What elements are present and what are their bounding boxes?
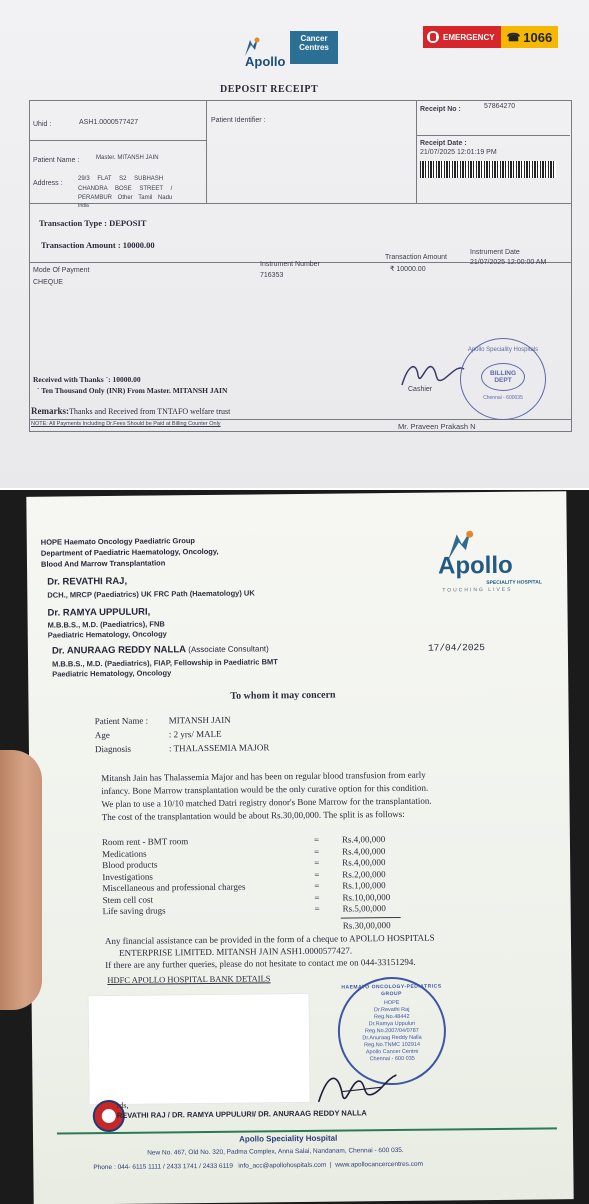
cancer-centres-badge: Cancer Centres (290, 31, 338, 64)
cashier-label: Cashier (408, 386, 433, 393)
stamp-line: Chennai - 600 035 (369, 1055, 415, 1063)
assistance-line-1: Any financial assistance can be provided in the form of a cheque to APOLLO HOSPITALS (104, 932, 435, 947)
cost-item: Investigations (102, 871, 153, 882)
stamp-line: HOPE (383, 999, 400, 1007)
diagnosis-label: Diagnosis (94, 743, 132, 755)
emergency-number: 1066 (523, 29, 553, 45)
bank-details-heading: HDFC APOLLO HOSPITAL BANK DETAILS (107, 973, 271, 986)
cost-item: Medications (101, 848, 147, 859)
uhid-value: ASH1.0000577427 (79, 119, 139, 126)
footer-contacts (93, 1161, 423, 1171)
cost-equals: = (314, 892, 320, 903)
diagnosis-value: : THALASSEMIA MAJOR (168, 742, 270, 754)
paragraph-line-4: The cost of the transplantation would be about Rs.30,00,000. The split is as follows: (101, 808, 405, 823)
cost-breakdown (102, 833, 433, 917)
cost-item: Stem cell cost (102, 894, 154, 905)
stamp-line: Reg.No.48442 (373, 1013, 410, 1021)
paragraph-line-2: infancy. Bone Marrow transplantation would be the only curative option for this condition. (101, 782, 429, 797)
phone-icon: ☎ (506, 31, 521, 44)
patient-name-label: Patient Name : (94, 715, 149, 727)
receipt-date-value: 21/07/2025 12:01:19 PM (420, 149, 497, 156)
doctor-3-specialty: Paediatric Hematology, Oncology (52, 668, 172, 679)
cost-amount: Rs.4,00,000 (341, 845, 386, 857)
receipt-date-label: Receipt Date : (420, 140, 467, 147)
stamp-line: Dr.Revathi Raj (373, 1006, 410, 1014)
ambulance-icon (427, 31, 439, 43)
footer-address: New No. 467, Old No. 320, Padma Complex, Anna Salai, Nandanam, Chennai - 600 035. (147, 1146, 404, 1157)
doctor-3-role: (Associate Consultant) (188, 644, 269, 655)
cost-amount: Rs.1,00,000 (342, 880, 386, 891)
cost-equals: = (313, 846, 320, 857)
speciality-hospital-text: SPECIALITY HOSPITAL (486, 579, 542, 587)
footer-separator: | (329, 1161, 332, 1169)
deposit-receipt-page (0, 0, 589, 488)
apollo-wordmark: Apollo (245, 54, 286, 69)
group-name: HOPE Haemato Oncology Paediatric Group (40, 536, 196, 547)
billing-stamp (460, 338, 546, 420)
transaction-type: Transaction Type : DEPOSIT (39, 218, 147, 228)
divider (29, 140, 206, 141)
doctor-1-qualifications: DCH., MRCP (Paediatrics) UK FRC Path (Haematology) UK (47, 588, 255, 600)
doctor-3-qualifications: M.B.B.S., M.D. (Paediatrics), FIAP, Fellowship in Paediatric BMT (52, 657, 278, 669)
doctor-2-specialty: Paediatric Hematology, Oncology (47, 629, 167, 640)
remarks-value: Thanks and Received from TNTAFO welfare trust (69, 407, 231, 416)
department-line-2: Blood And Marrow Transplantation (40, 558, 166, 569)
cost-row (103, 902, 433, 917)
divider (29, 419, 571, 420)
cost-amount: Rs.4,00,000 (342, 857, 386, 868)
redacted-bank-details (88, 993, 311, 1105)
cost-amount: Rs.10,00,000 (342, 891, 391, 903)
doctor-3-name: Dr. ANURAAG REDDY NALLA (51, 644, 186, 657)
cost-equals: = (314, 880, 320, 891)
address-line-2: CHANDRA BOSE STREET / (78, 186, 173, 192)
stamp-ring-text: HAEMATO ONCOLOGY-PEDIATRICS GROUP (341, 983, 442, 998)
salutation: To whom it may concern (230, 689, 336, 702)
remarks-label: Remarks: (31, 406, 69, 416)
patient-name-value: Master. MITANSH JAIN (96, 155, 159, 161)
stamp-line: Dr.Anuraag Reddy Nalla (362, 1034, 422, 1042)
cost-equals: = (314, 903, 320, 914)
txn-amount-col-value: ₹ 10000.00 (390, 266, 426, 273)
thumb (0, 750, 42, 1010)
mode-of-payment-value: CHEQUE (33, 279, 63, 286)
payment-note: NOTE: All Payments Including Dr.Fees Should be Paid at Billing Counter Only (31, 421, 221, 427)
letter-date: 17/04/2025 (427, 642, 485, 654)
receipt-no-value: 57864270 (484, 103, 516, 110)
divider (416, 135, 570, 136)
signatories: REVATHI RAJ / DR. RAMYA UPPULURI/ DR. ANURAAG REDDY NALLA (116, 1108, 367, 1120)
emergency-number-box (501, 26, 559, 48)
instrument-date-label: Instrument Date (470, 249, 520, 256)
cost-item: Miscellaneous and professional charges (102, 881, 246, 894)
cost-amount: Rs.5,00,000 (342, 903, 386, 914)
uhid-label: Uhid : (33, 121, 52, 128)
stamp-line: Reg.No.TNMC 102914 (364, 1041, 421, 1049)
instrument-number-value: 716353 (260, 272, 284, 279)
txn-amount-col-label: Transaction Amount (385, 254, 447, 261)
doctor-3 (52, 643, 269, 656)
address-line-3: PERAMBUR Other Tamil Nadu (78, 195, 173, 201)
letter-page (0, 490, 589, 1204)
receipt-barcode (420, 161, 556, 178)
footer-hospital-name: Apollo Speciality Hospital (238, 1133, 338, 1144)
instrument-date-value: 21/07/2025 12:00:00 AM (470, 259, 547, 266)
letter-sheet (26, 491, 573, 1204)
stamp-bottom-text: Chennai - 600035 (483, 395, 523, 401)
patient-name-value: MITANSH JAIN (168, 714, 231, 726)
cost-item: Life saving drugs (102, 905, 166, 917)
patient-identifier-label: Patient Identifier : (211, 117, 266, 124)
department-line-1: Department of Paediatric Haematology, Oncology, (40, 546, 219, 558)
paragraph-line-3: We plan to use a 10/10 matched Datri registry donor's Bone Marrow for the transplantation. (101, 795, 432, 810)
divider (29, 203, 571, 204)
cost-amount: Rs.4,00,000 (341, 834, 386, 845)
assistance-line-3: If there are any further queries, please do not hesitate to contact me on 044-33151294. (105, 956, 416, 971)
emergency-label: EMERGENCY (443, 32, 495, 42)
address-line-4: India (78, 203, 89, 209)
doctor-2-name: Dr. RAMYA UPPULURI, (47, 606, 151, 619)
mode-of-payment-label: Mode Of Payment (33, 267, 90, 274)
cost-equals: = (314, 857, 320, 868)
address-label: Address : (33, 180, 63, 187)
footer-phone: Phone : 044- 6115 1111 / 2433 1741 / 2433 6119 (93, 1162, 234, 1172)
patient-name-label: Patient Name : (33, 157, 80, 164)
stamp-line: Dr.Ramya Uppuluri (368, 1020, 416, 1028)
stamp-center-text: BILLING DEPT (481, 363, 525, 391)
footer-email[interactable]: info_acc@apollohospitals.com (238, 1161, 327, 1170)
cost-equals: = (314, 869, 320, 880)
stamp-top-text: Apollo Speciality Hospitals (467, 347, 539, 353)
cost-item: Blood products (102, 859, 158, 871)
transaction-amount: Transaction Amount : 10000.00 (41, 240, 155, 250)
cost-item: Room rent - BMT room (101, 836, 189, 848)
address-line-1: 29/3 FLAT S2 SUBHASH (78, 176, 164, 182)
cost-total: Rs.30,00,000 (342, 920, 391, 931)
emergency-label-box (423, 26, 501, 48)
age-value: : 2 yrs/ MALE (168, 728, 222, 740)
amount-in-words: ` Ten Thousand Only (INR) From Master. MITANSH JAIN (37, 386, 228, 395)
doctor-2-qualifications: M.B.B.S., M.D. (Paediatrics), FNB (47, 619, 165, 630)
stamp-line: Apollo Cancer Centre (365, 1048, 419, 1056)
touching-lives-text: TOUCHING LIVES (442, 586, 513, 594)
received-with-thanks: Received with Thanks `: 10000.00 (33, 375, 141, 384)
cost-equals: = (313, 834, 320, 845)
apollo-logo (241, 36, 289, 70)
divider (206, 100, 207, 203)
receipt-title: DEPOSIT RECEIPT (220, 84, 319, 95)
regards-text: rds, (116, 1100, 129, 1110)
age-label: Age (94, 729, 110, 741)
footer-website[interactable]: www.apollocancercentres.com (335, 1160, 424, 1169)
apollo-wordmark: Apollo (437, 551, 513, 580)
stamp-line: Reg.No.2007/04/0787 (364, 1027, 419, 1035)
emergency-badge (423, 26, 558, 48)
cashier-name: Mr. Praveen Prakash N (398, 422, 476, 431)
apollo-speciality-logo (432, 527, 553, 598)
instrument-number-label: Instrument Number (260, 261, 320, 268)
paragraph-line-1: Mitansh Jain has Thalassemia Major and has been on regular blood transfusion from early (101, 769, 426, 784)
receipt-no-label: Receipt No : (420, 106, 461, 113)
assistance-line-2: ENTERPRISE LIMITED. MITANSH JAIN ASH1.0000577427. (119, 945, 353, 958)
doctor-signature (312, 1065, 402, 1110)
doctor-1-name: Dr. REVATHI RAJ, (47, 575, 128, 588)
remarks (31, 406, 230, 416)
divider (416, 100, 417, 203)
cost-amount: Rs.2,00,000 (342, 868, 386, 880)
